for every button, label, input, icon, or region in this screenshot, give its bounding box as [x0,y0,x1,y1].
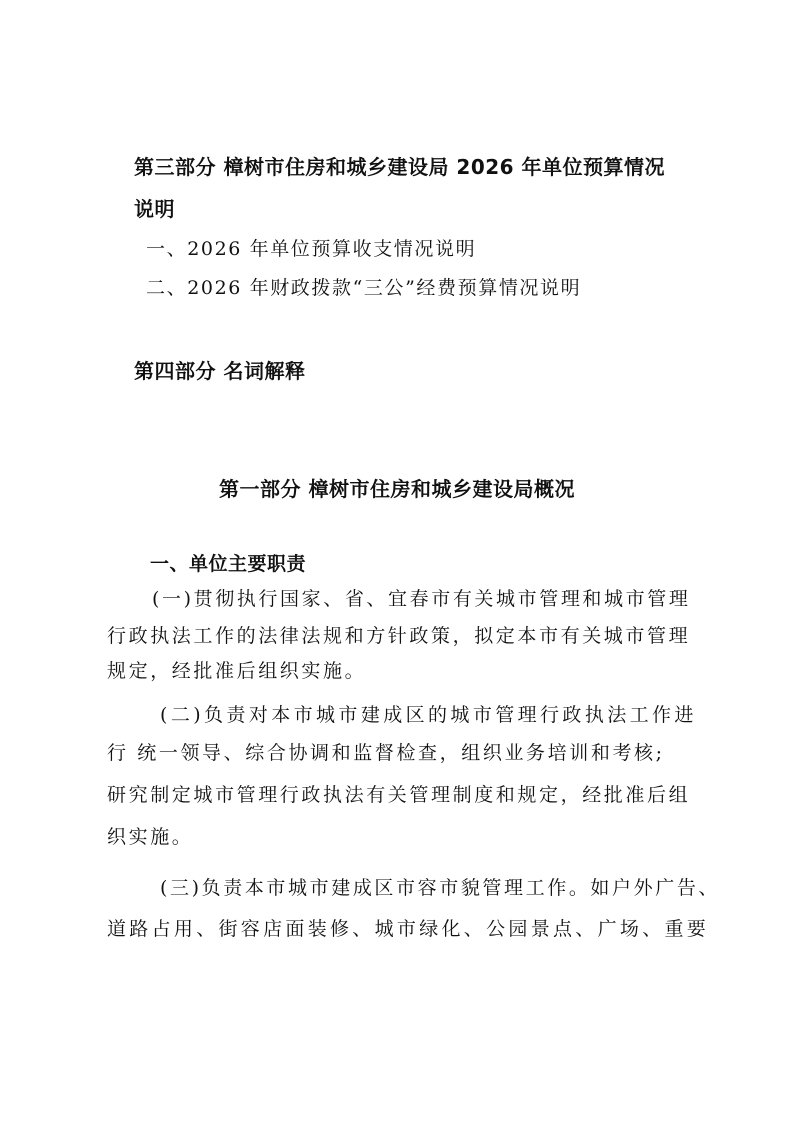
part1-title: 第一部分 樟树市住房和城乡建设局概况 [219,477,575,501]
duty1-line: (一)贯彻执行国家、省、宜春市有关城市管理和城市管理 [152,588,691,610]
duty1-line: 规定，经批准后组织实施。 [107,660,367,682]
section-heading-duties: 一、单位主要职责 [150,553,307,575]
duty3-line: 道路占用、街容店面装修、城市绿化、公园景点、广场、重要 [107,918,710,940]
duty1-line: 行政执法工作的法律法规和方针政策，拟定本市有关城市管理 [107,625,691,647]
duty2-line: 行 统一领导、综合协调和监督检查，组织业务培训和考核; [107,742,665,764]
duty2-line: 织实施。 [107,826,194,848]
part3-title-line2: 说明 [134,197,175,221]
duty3-line: (三)负责本市城市建成区市容市貌管理工作。如户外广告、 [160,877,721,899]
duty2-line: (二)负责对本市城市建成区的城市管理行政执法工作进 [160,704,697,726]
part3-item-1: 一、2026 年单位预算收支情况说明 [146,238,477,260]
duty2-line: 研究制定城市管理行政执法有关管理制度和规定，经批准后组 [107,784,691,806]
part4-title: 第四部分 名词解释 [134,359,306,383]
part3-item-2: 二、2026 年财政拨款“三公”经费预算情况说明 [146,277,582,299]
part3-title-line1: 第三部分 樟树市住房和城乡建设局 2026 年单位预算情况 [134,155,666,179]
